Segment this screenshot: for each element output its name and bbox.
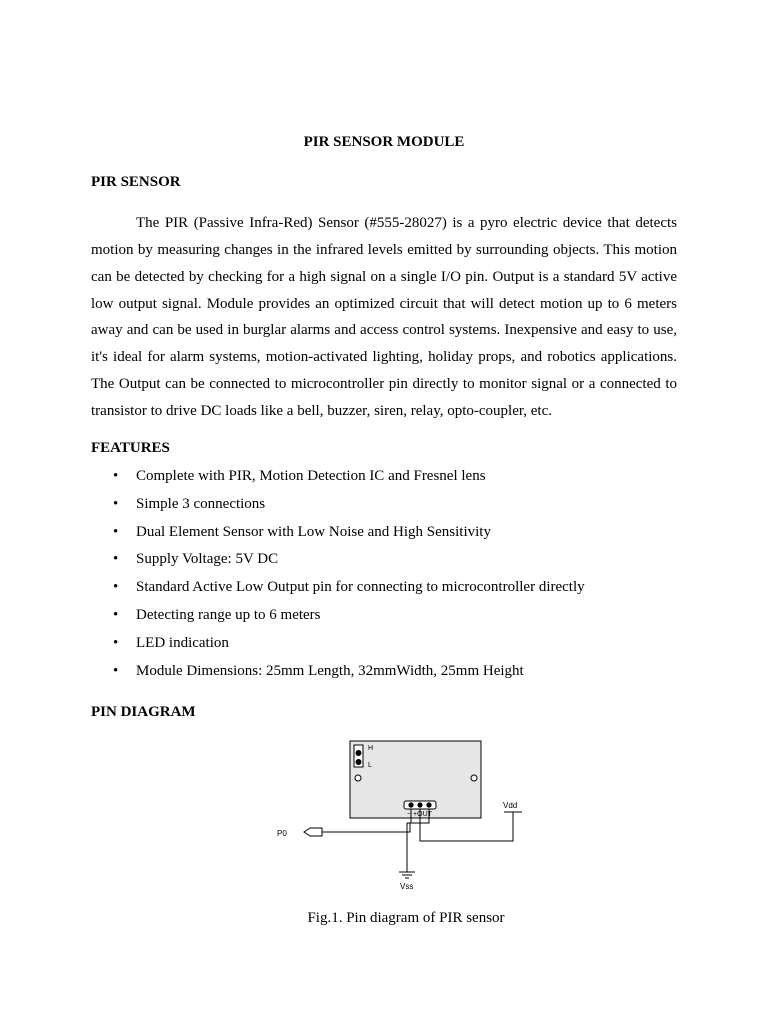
jumper-pin — [356, 759, 362, 765]
jumper-low-label: L — [368, 762, 372, 769]
pin-vcc — [417, 802, 422, 807]
feature-text: Dual Element Sensor with Low Noise and High Sensitivity — [136, 523, 491, 540]
feature-item — [91, 659, 691, 687]
feature-text: Supply Voltage: 5V DC — [136, 551, 279, 568]
p0-connector-icon — [304, 828, 322, 836]
feature-item — [91, 603, 691, 631]
feature-text: Standard Active Low Output pin for connecting to microcontroller directly — [136, 579, 585, 596]
vss-label: Vss — [400, 882, 414, 891]
jumper-pin — [356, 750, 362, 756]
bullet-icon: • — [113, 468, 119, 484]
mounting-hole — [471, 775, 477, 781]
bullet-icon: • — [113, 606, 119, 623]
feature-text: Detecting range up to 6 meters — [136, 606, 321, 623]
bullet-icon: • — [113, 579, 119, 596]
bullet-icon: • — [113, 662, 119, 679]
feature-text: Complete with PIR, Motion Detection IC and Fresnel lens — [136, 468, 486, 484]
pin-diagram-heading: PIN DIAGRAM — [91, 704, 196, 720]
features-heading: FEATURES — [91, 440, 170, 456]
bullet-icon: • — [113, 551, 119, 568]
feature-item — [91, 575, 691, 603]
feature-text: Simple 3 connections — [136, 495, 266, 512]
pin-gnd — [408, 802, 413, 807]
pin-labels: − +OUT — [407, 811, 432, 818]
figure-caption: Fig.1. Pin diagram of PIR sensor — [307, 910, 505, 926]
bullet-icon: • — [113, 634, 119, 651]
feature-item — [91, 492, 691, 520]
bullet-icon: • — [113, 523, 119, 540]
p0-label: P0 — [277, 829, 287, 838]
feature-item — [91, 464, 691, 492]
feature-text: Module Dimensions: 25mm Length, 32mmWidth, 25mm Height — [136, 662, 524, 679]
features-list — [91, 464, 691, 686]
feature-item — [91, 520, 691, 548]
pin-out — [426, 802, 431, 807]
feature-item — [91, 547, 691, 575]
pir-sensor-paragraph: The PIR (Passive Infra-Red) Sensor (#555-28027) is a pyro electric device that detects motion by measuring changes in the infrared levels emitted by surrounding objects. This motion can be detected by checking for a high signal on a single I/O pin. Output is a standard 5V active low output signal. Module provides an optimized circuit that will detect motion up to 6 meters away and can be used in burglar alarms and access control systems. Inexpensive and easy to use, it's ideal for alarm systems, motion-activated lighting, holiday props, and robotics applications. The Output can be connected to microcontroller pin directly to monitor signal or a connected to transistor to drive DC loads like a bell, buzzer, siren, relay, opto-coupler, etc. — [91, 215, 677, 419]
pir-sensor-heading: PIR SENSOR — [91, 174, 181, 190]
feature-item — [91, 631, 691, 659]
vdd-label: Vdd — [503, 801, 518, 810]
bullet-icon: • — [113, 495, 119, 512]
mounting-hole — [355, 775, 361, 781]
pir-pin-diagram — [270, 732, 530, 894]
jumper-high-label: H — [368, 745, 374, 752]
document-title: PIR SENSOR MODULE — [303, 134, 465, 150]
feature-text: LED indication — [136, 634, 229, 651]
